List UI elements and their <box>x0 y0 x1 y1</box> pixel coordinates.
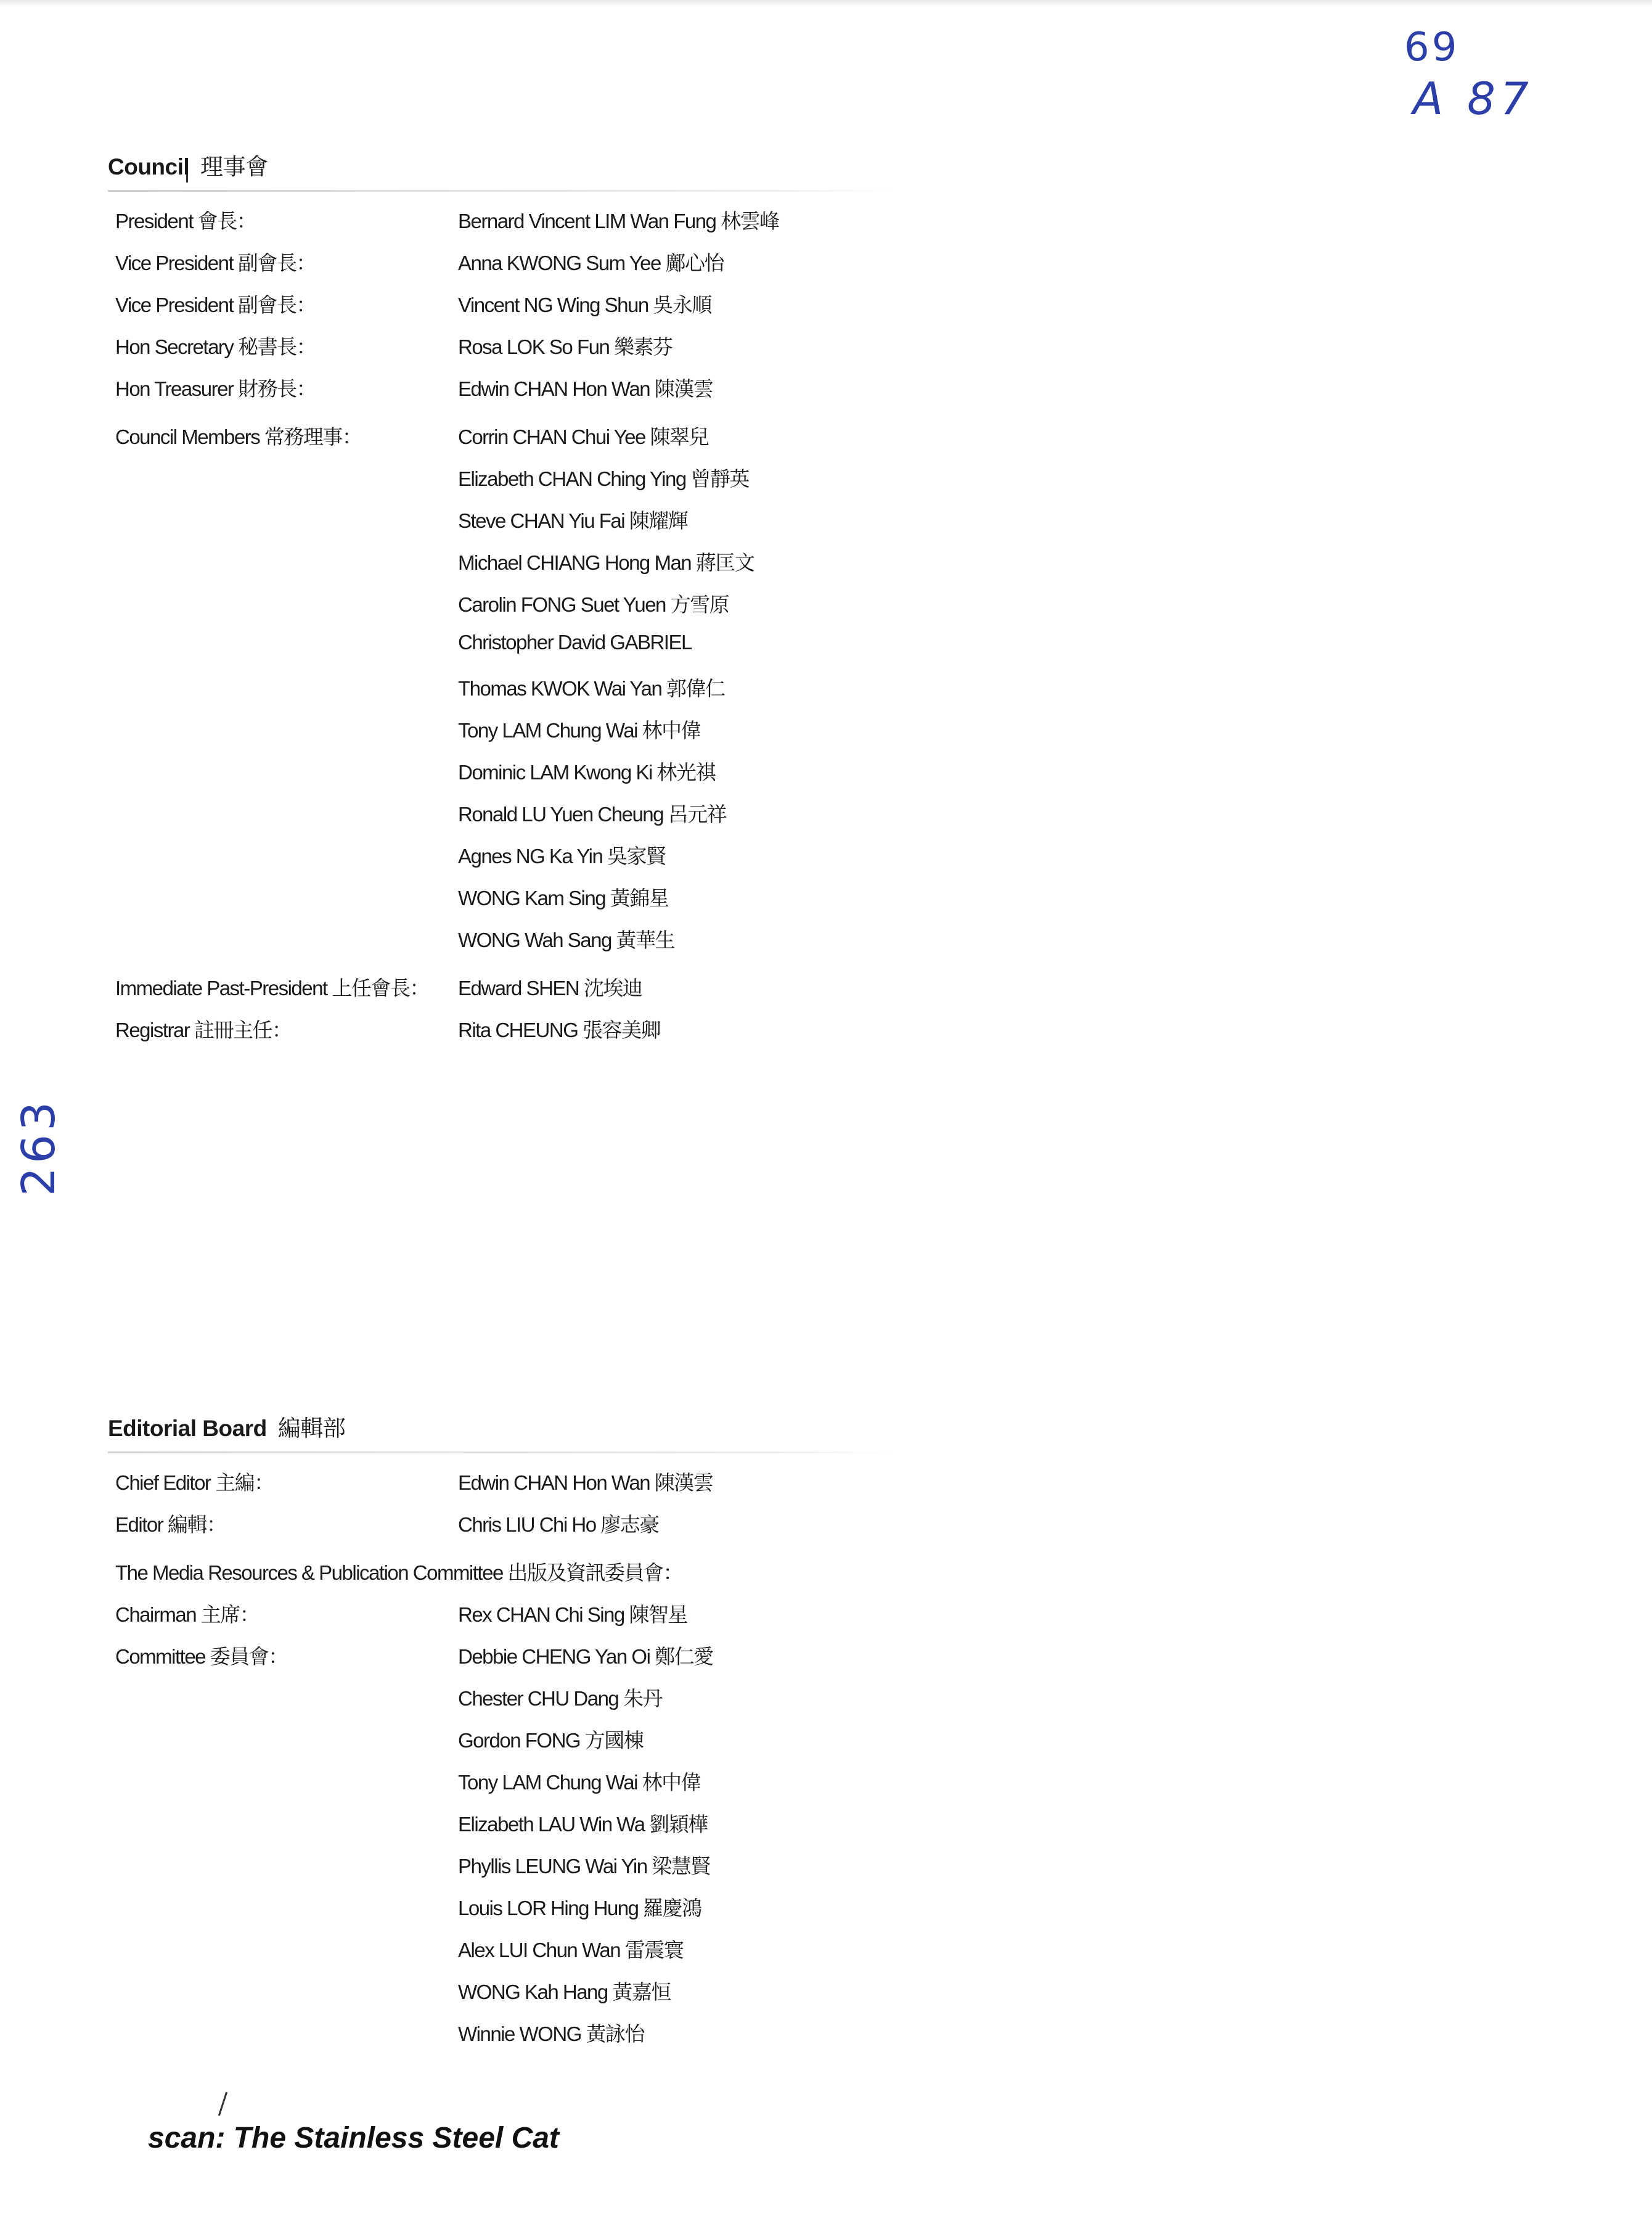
council-heading-rule <box>108 190 891 192</box>
editorial-title-zh: 編輯部 <box>277 1416 346 1441</box>
list-item <box>108 882 922 924</box>
role-label: Vice President 副會長： <box>115 252 316 274</box>
member-name: Louis LOR Hing Hung 羅慶鴻 <box>458 1897 701 1919</box>
list-item <box>108 373 922 415</box>
member-name: Anna KWONG Sum Yee 鄺心怡 <box>458 252 724 274</box>
member-name: Gordon FONG 方國棟 <box>458 1729 644 1752</box>
editorial-heading <box>108 1410 922 1443</box>
member-name: Elizabeth CHAN Ching Ying 曾靜英 <box>458 467 749 490</box>
editorial-title-en: Editorial Board <box>108 1416 267 1441</box>
list-item <box>108 715 922 757</box>
member-name: Chester CHU Dang 朱丹 <box>458 1687 662 1710</box>
member-name: WONG Kah Hang 黃嘉恒 <box>458 1981 671 2003</box>
scan-edge-shadow <box>0 0 1652 7</box>
list-item <box>108 1683 922 1725</box>
role-label: The Media Resources & Publication Committee 出版及資訊委員會： <box>115 1561 682 1584</box>
list-item <box>108 1641 922 1683</box>
handwritten-page-number: 69 <box>1404 25 1460 70</box>
role-label: Council Members 常務理事： <box>115 425 362 448</box>
member-name: Bernard Vincent LIM Wan Fung 林雲峰 <box>458 210 779 232</box>
member-name: Rex CHAN Chi Sing 陳智星 <box>458 1603 687 1626</box>
list-item <box>108 757 922 798</box>
council-list <box>108 205 922 1056</box>
council-heading <box>108 148 922 181</box>
member-name: Michael CHIANG Hong Man 蔣匡文 <box>458 551 754 574</box>
editorial-list <box>108 1467 922 2060</box>
list-item <box>108 1808 922 1850</box>
member-name: Vincent NG Wing Shun 吳永順 <box>458 294 711 316</box>
list-item <box>108 2018 922 2060</box>
role-label: Chairman 主席： <box>115 1603 260 1626</box>
member-name: Thomas KWOK Wai Yan 郭偉仁 <box>458 677 725 700</box>
list-item <box>108 1767 922 1808</box>
member-name: Chris LIU Chi Ho 廖志豪 <box>458 1513 659 1536</box>
list-item <box>108 1014 922 1056</box>
list-item <box>108 463 922 505</box>
list-item <box>108 798 922 840</box>
council-section <box>108 148 922 1056</box>
list-item <box>108 1892 922 1934</box>
role-label: President 會長： <box>115 210 256 232</box>
role-label: Registrar 註冊主任： <box>115 1019 292 1041</box>
list-item <box>108 1934 922 1976</box>
list-item <box>108 1976 922 2018</box>
list-item <box>108 421 922 463</box>
member-name: Rita CHEUNG 張容美卿 <box>458 1019 661 1041</box>
role-label: Vice President 副會長： <box>115 294 316 316</box>
member-name: Agnes NG Ka Yin 吳家賢 <box>458 845 666 868</box>
list-item <box>108 673 922 715</box>
role-label: Hon Treasurer 財務長： <box>115 377 316 400</box>
member-name: Tony LAM Chung Wai 林中偉 <box>458 719 701 742</box>
list-item <box>108 840 922 882</box>
role-label: Hon Secretary 秘書長： <box>115 335 316 358</box>
handwritten-side-number: 263 <box>12 1098 65 1196</box>
member-name: Ronald LU Yuen Cheung 呂元祥 <box>458 803 727 826</box>
member-name: Alex LUI Chun Wan 雷震寰 <box>458 1939 684 1961</box>
list-item <box>108 505 922 547</box>
member-name: Carolin FONG Suet Yuen 方雪原 <box>458 593 729 616</box>
member-name: WONG Wah Sang 黃華生 <box>458 929 675 951</box>
role-label: Editor 編輯： <box>115 1513 226 1536</box>
member-name: Rosa LOK So Fun 樂素芬 <box>458 335 673 358</box>
handwritten-reference-code: A 87 <box>1413 73 1534 125</box>
member-name: Steve CHAN Yiu Fai 陳耀輝 <box>458 509 688 532</box>
member-name: Edward SHEN 沈埃迪 <box>458 977 642 1000</box>
pen-slash-mark <box>218 2092 227 2116</box>
member-name: Phyllis LEUNG Wai Yin 梁慧賢 <box>458 1855 710 1878</box>
member-name: Tony LAM Chung Wai 林中偉 <box>458 1771 701 1794</box>
list-item <box>108 1557 922 1599</box>
list-item <box>108 205 922 247</box>
member-name: Corrin CHAN Chui Yee 陳翠兒 <box>458 425 708 448</box>
role-label: Immediate Past-President 上任會長： <box>115 977 429 1000</box>
scan-credit: scan: The Stainless Steel Cat <box>148 2122 559 2154</box>
member-name: Debbie CHENG Yan Oi 鄭仁愛 <box>458 1645 713 1668</box>
council-title-en: Council <box>108 154 190 179</box>
list-item <box>108 972 922 1014</box>
editorial-board-section <box>108 1410 922 2060</box>
list-item <box>108 547 922 589</box>
member-name: Elizabeth LAU Win Wa 劉穎樺 <box>458 1813 708 1836</box>
list-item <box>108 924 922 966</box>
list-item <box>108 1467 922 1509</box>
council-title-zh: 理事會 <box>200 154 268 179</box>
editorial-heading-rule <box>108 1451 891 1453</box>
member-name: Dominic LAM Kwong Ki 林光祺 <box>458 761 715 784</box>
role-label: Committee 委員會： <box>115 1645 288 1668</box>
list-item <box>108 589 922 631</box>
list-item <box>108 247 922 289</box>
list-item <box>108 631 922 673</box>
list-item <box>108 1509 922 1551</box>
role-label: Chief Editor 主編： <box>115 1471 274 1494</box>
list-item <box>108 331 922 373</box>
member-name: Edwin CHAN Hon Wan 陳漢雲 <box>458 377 713 400</box>
list-item <box>108 1850 922 1892</box>
list-item <box>108 289 922 331</box>
member-name: Winnie WONG 黃詠怡 <box>458 2022 645 2045</box>
list-item <box>108 1599 922 1641</box>
member-name: WONG Kam Sing 黃錦星 <box>458 887 669 909</box>
member-name: Christopher David GABRIEL <box>458 631 692 654</box>
list-item <box>108 1725 922 1767</box>
member-name: Edwin CHAN Hon Wan 陳漢雲 <box>458 1471 713 1494</box>
